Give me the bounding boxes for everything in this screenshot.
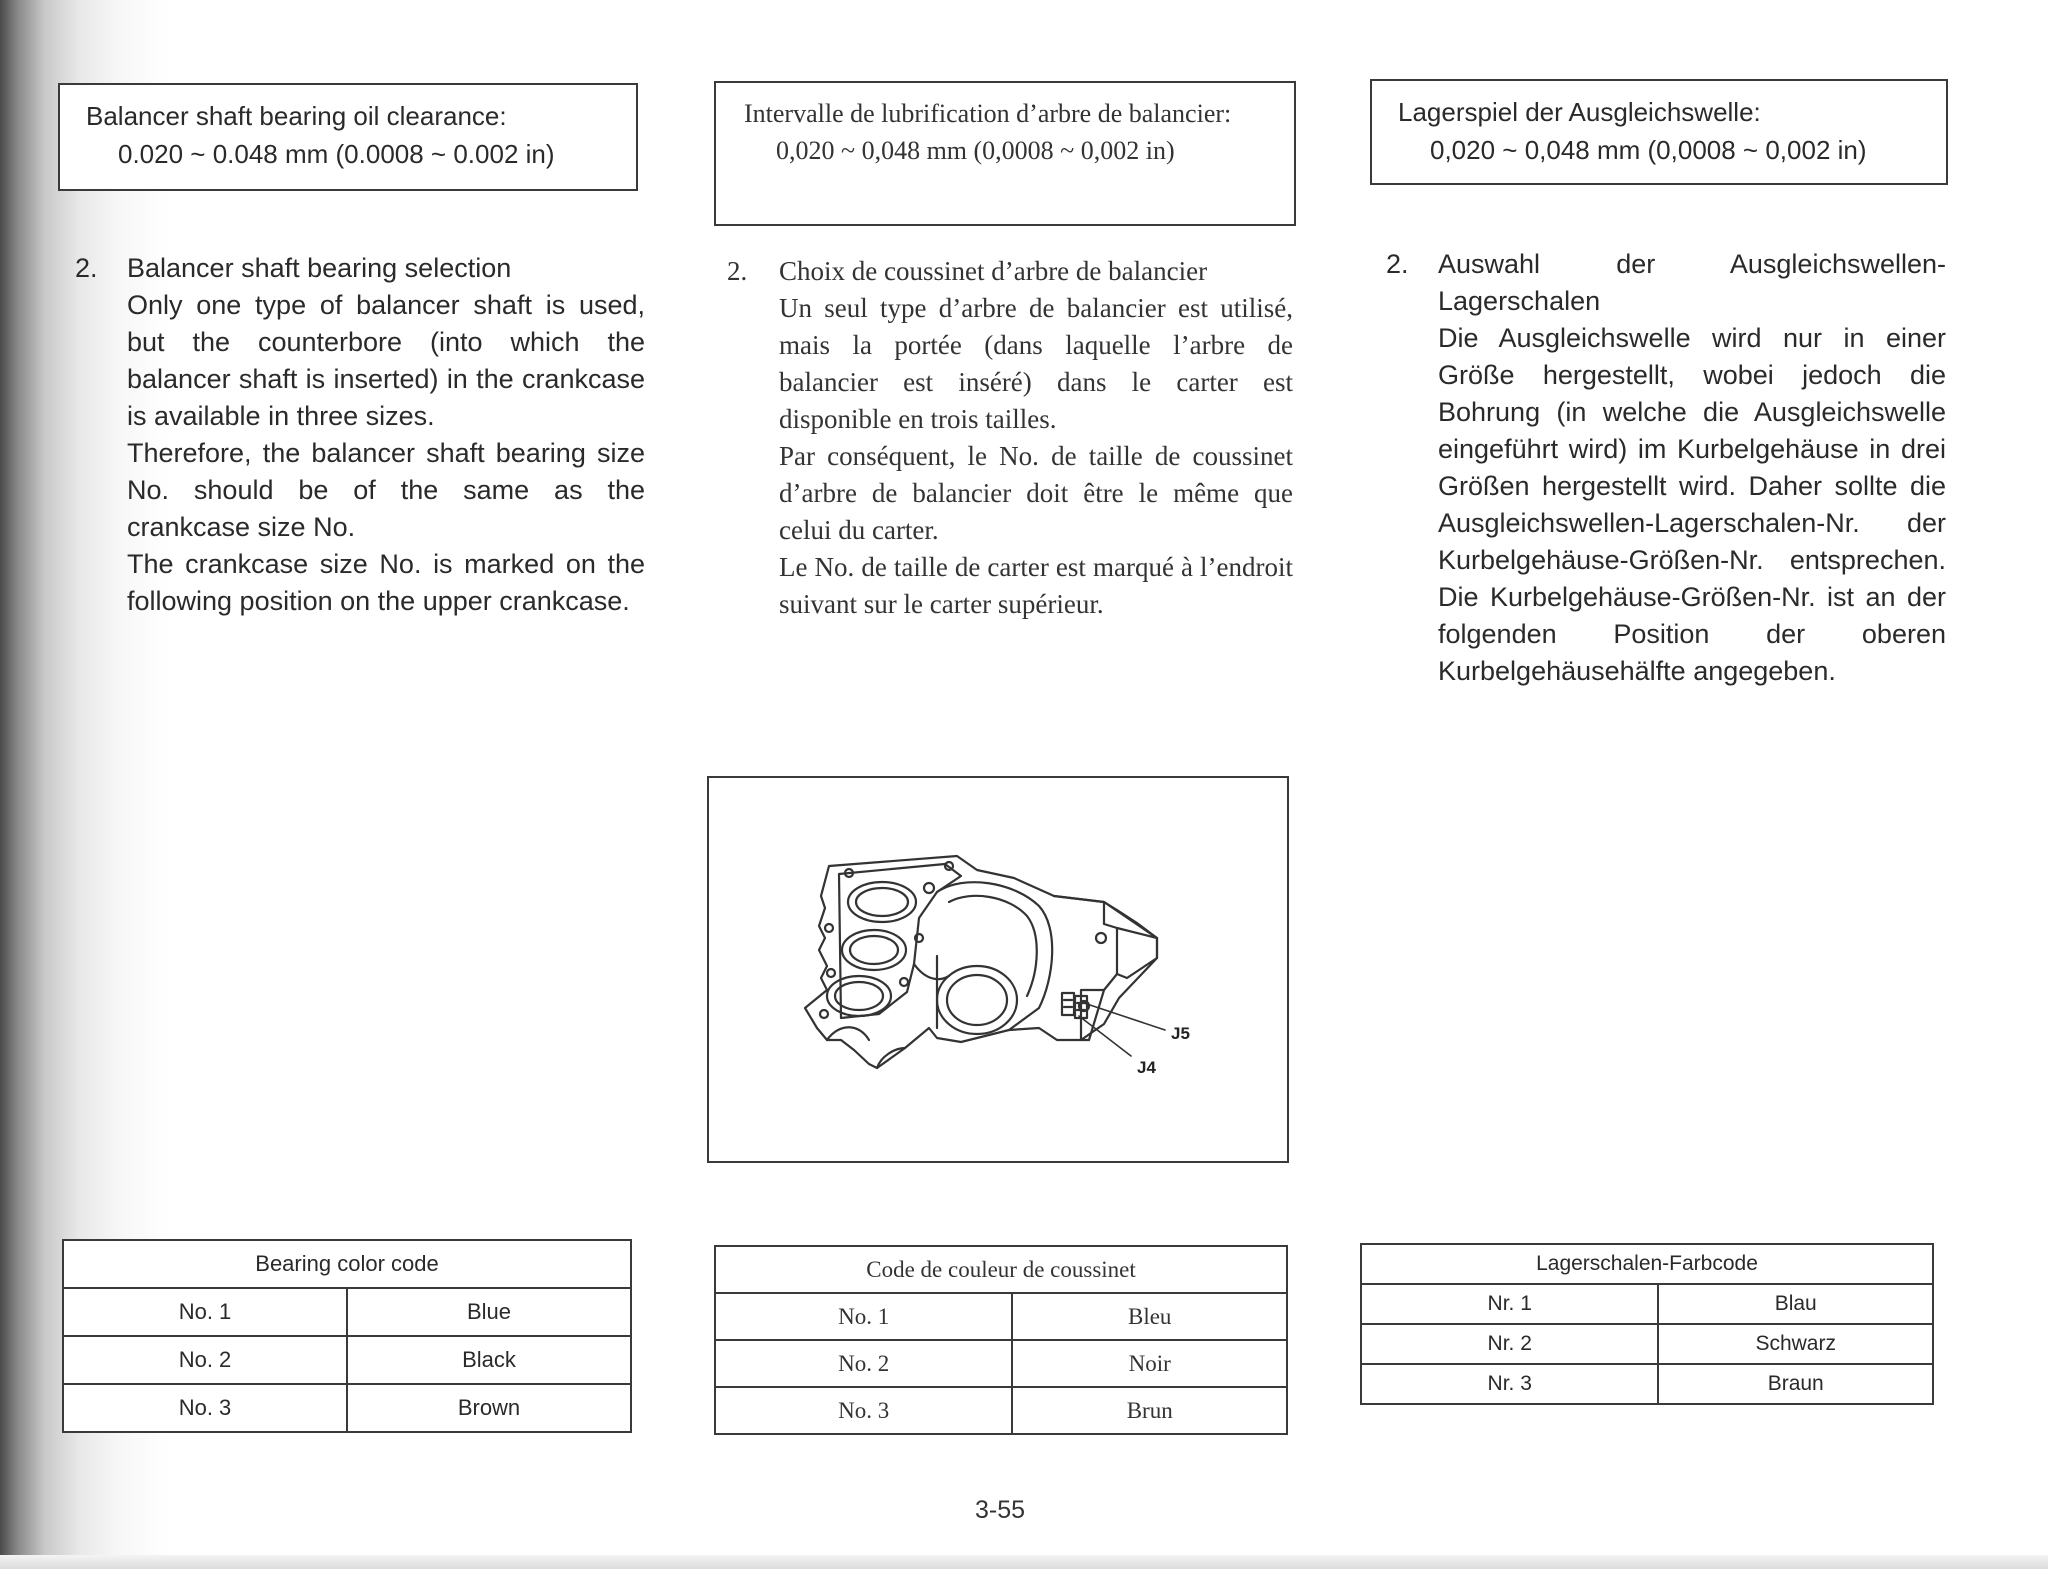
table-row bbox=[1361, 1324, 1933, 1364]
english-row3-no: No. 3 bbox=[63, 1384, 347, 1432]
german-item-2 bbox=[1386, 246, 1946, 690]
table-row bbox=[63, 1384, 631, 1432]
german-row2-no: Nr. 2 bbox=[1361, 1324, 1658, 1364]
english-item-title: Balancer shaft bearing selection bbox=[127, 253, 512, 283]
french-spec-label: Intervalle de lubrification d’arbre de balancier: bbox=[744, 99, 1232, 128]
german-row2-color: Schwarz bbox=[1658, 1324, 1933, 1364]
label-j4: J4 bbox=[1137, 1058, 1156, 1077]
label-j5: J5 bbox=[1171, 1024, 1190, 1043]
german-table-title: Lagerschalen-Farbcode bbox=[1361, 1244, 1933, 1284]
french-spec-box bbox=[714, 81, 1296, 226]
german-color-code-table bbox=[1360, 1243, 1934, 1405]
english-row2-color: Black bbox=[347, 1336, 631, 1384]
english-item-2 bbox=[75, 250, 645, 620]
german-row3-color: Braun bbox=[1658, 1364, 1933, 1404]
french-item-2 bbox=[727, 253, 1293, 623]
french-row2-color: Noir bbox=[1012, 1340, 1287, 1387]
table-row bbox=[63, 1336, 631, 1384]
french-paragraph-1: Un seul type d’arbre de balancier est utilisé, mais la portée (dans laquelle l’arbre de balancier est inséré) dans le carter est disponible en trois tailles. bbox=[779, 293, 1293, 434]
page-number: 3-55 bbox=[975, 1496, 1026, 1524]
crankcase-figure bbox=[707, 776, 1289, 1163]
french-spec-value: 0,020 ~ 0,048 mm (0,0008 ~ 0,002 in) bbox=[776, 136, 1175, 165]
french-paragraph-3: Le No. de taille de carter est marqué à l’endroit suivant sur le carter supérieur. bbox=[779, 552, 1293, 619]
english-row2-no: No. 2 bbox=[63, 1336, 347, 1384]
french-item-title: Choix de coussinet d’arbre de balancier bbox=[779, 256, 1208, 286]
table-row bbox=[715, 1293, 1287, 1340]
english-spec-box bbox=[58, 83, 638, 191]
english-row1-no: No. 1 bbox=[63, 1288, 347, 1336]
english-color-code-table bbox=[62, 1239, 632, 1433]
english-row1-color: Blue bbox=[347, 1288, 631, 1336]
table-row bbox=[715, 1387, 1287, 1434]
english-paragraph-2: Therefore, the balancer shaft bearing size No. should be of the same as the crankcase size No. bbox=[127, 438, 645, 542]
table-row bbox=[1361, 1364, 1933, 1404]
journal-arch bbox=[937, 882, 1052, 1030]
german-spec-value: 0,020 ~ 0,048 mm (0,0008 ~ 0,002 in) bbox=[1430, 135, 1867, 165]
french-paragraph-2: Par conséquent, le No. de taille de coussinet d’arbre de balancier doit être le même que celui du carter. bbox=[779, 441, 1293, 545]
german-row1-no: Nr. 1 bbox=[1361, 1284, 1658, 1324]
english-row3-color: Brown bbox=[347, 1384, 631, 1432]
french-row2-no: No. 2 bbox=[715, 1340, 1012, 1387]
french-color-code-table bbox=[714, 1245, 1288, 1435]
german-item-number: 2. bbox=[1386, 249, 1409, 279]
english-item-number: 2. bbox=[75, 253, 98, 283]
housing-box bbox=[1054, 896, 1157, 1040]
english-spec-label: Balancer shaft bearing oil clearance: bbox=[86, 101, 507, 131]
english-paragraph-3: The crankcase size No. is marked on the following position on the upper crankcase. bbox=[127, 549, 645, 616]
german-row3-no: Nr. 3 bbox=[1361, 1364, 1658, 1404]
crankcase-illustration bbox=[709, 778, 1287, 1161]
german-spec-label: Lagerspiel der Ausgleichswelle: bbox=[1398, 97, 1761, 127]
table-row bbox=[715, 1340, 1287, 1387]
german-paragraph-1: Die Ausgleichswelle wird nur in einer Größe hergestellt, wobei jedoch die Bohrung (in welche die Ausgleichswelle eingeführt wird) im Kurbelgehäuse in drei Größen hergestellt wird. Daher sollte die Ausgleichswellen-Lagerschalen-Nr. der Kurbelgehäuse-Größen-Nr. entsprechen. Die Kurbelgehäuse-Größen-Nr. ist an der folgenden Position der oberen Kurbelgehäusehälfte angegeben. bbox=[1438, 323, 1946, 686]
german-row1-color: Blau bbox=[1658, 1284, 1933, 1324]
english-spec-value: 0.020 ~ 0.048 mm (0.0008 ~ 0.002 in) bbox=[118, 139, 555, 169]
french-row1-color: Bleu bbox=[1012, 1293, 1287, 1340]
french-row3-color: Brun bbox=[1012, 1387, 1287, 1434]
french-row1-no: No. 1 bbox=[715, 1293, 1012, 1340]
german-item-title: Auswahl der Ausgleichswellen-Lagerschalen bbox=[1438, 249, 1946, 316]
english-paragraph-1: Only one type of balancer shaft is used, but the counterbore (into which the balancer shaft is inserted) in the crankcase is available in three sizes. bbox=[127, 290, 645, 431]
size-mark-j5 bbox=[1062, 993, 1074, 1015]
french-row3-no: No. 3 bbox=[715, 1387, 1012, 1434]
page-bottom-edge bbox=[0, 1555, 2048, 1569]
german-spec-box bbox=[1370, 79, 1948, 185]
table-row bbox=[63, 1288, 631, 1336]
french-table-title: Code de couleur de coussinet bbox=[715, 1246, 1287, 1293]
english-table-title: Bearing color code bbox=[63, 1240, 631, 1288]
french-item-number: 2. bbox=[727, 256, 748, 286]
table-row bbox=[1361, 1284, 1933, 1324]
